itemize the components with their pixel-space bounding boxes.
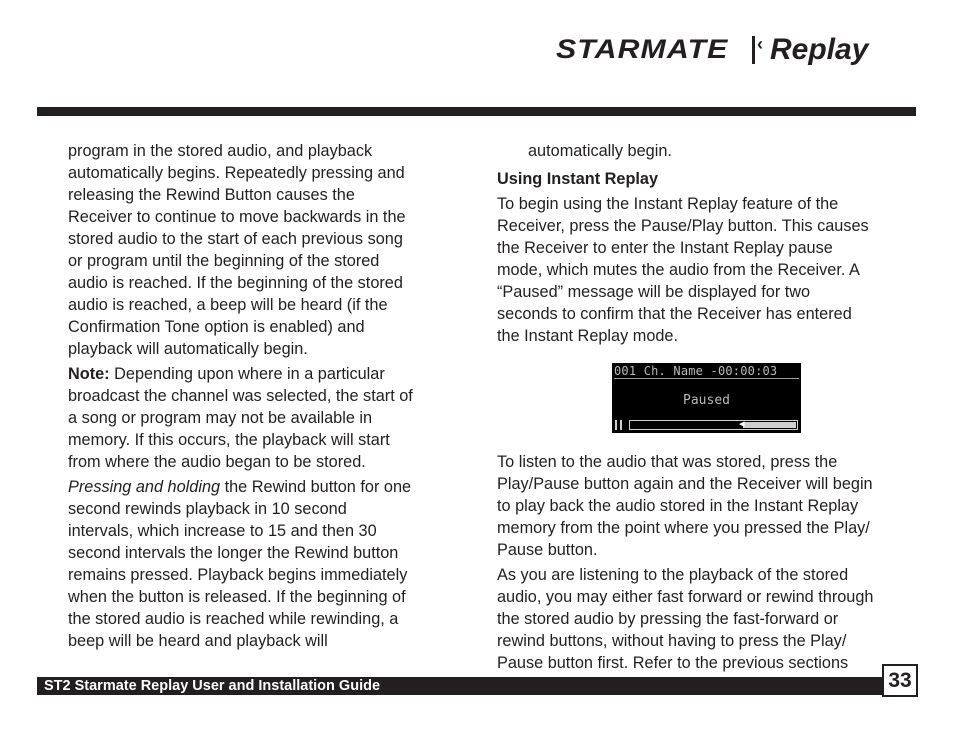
pause-bar-icon xyxy=(615,420,617,430)
text-line: rewind buttons, without having to press the Play/ xyxy=(497,632,847,650)
lcd-buffer-bar xyxy=(615,420,798,430)
left-column xyxy=(68,140,463,655)
text-line: stored audio to the start of each previous song xyxy=(68,230,403,248)
text-line: Pause button first. Refer to the previous sections xyxy=(497,654,849,672)
pause-bar-icon xyxy=(620,420,622,430)
text-fragment: the Rewind button for one xyxy=(220,478,412,496)
text-fragment: Depending upon where in a particular xyxy=(109,365,385,383)
logo-divider xyxy=(752,36,755,64)
continuation-line: automatically begin. xyxy=(528,142,672,160)
text-line: releasing the Rewind Button causes the xyxy=(68,186,355,204)
text-line: audio is reached, a beep will be heard (if the xyxy=(68,296,388,314)
rewind-arrow-icon: ‹ xyxy=(757,34,763,54)
lcd-paused-screen xyxy=(612,363,801,433)
buffer-track xyxy=(629,420,798,430)
text-line: program in the stored audio, and playback xyxy=(68,142,373,160)
section-heading: Using Instant Replay xyxy=(497,170,659,188)
text-line: Receiver, press the Pause/Play button. This causes xyxy=(497,217,869,235)
text-line: from where the audio began to be stored. xyxy=(68,453,366,471)
guide-title: ST2 Starmate Replay User and Installation Guide xyxy=(44,678,381,694)
text-line: To listen to the audio that was stored, press the xyxy=(497,453,838,471)
text-line: broadcast the channel was selected, the start of xyxy=(68,387,413,405)
text-line: beep will be heard and playback will xyxy=(68,632,328,650)
instant-replay-intro-paragraph xyxy=(497,193,917,347)
text-line: automatically begins. Repeatedly pressing and xyxy=(68,164,405,182)
text-line: As you are listening to the playback of the stored xyxy=(497,566,849,584)
lcd-paused-status: Paused xyxy=(683,393,730,408)
text-line xyxy=(68,476,463,498)
note-paragraph xyxy=(68,363,463,473)
fast-forward-paragraph xyxy=(497,564,917,674)
header-rule xyxy=(37,107,916,116)
text-line: seconds to confirm that the Receiver has entered xyxy=(497,305,852,323)
lcd-channel-time-line: 001 Ch. Name -00:00:03 xyxy=(614,364,778,378)
text-line: Play/Pause button again and the Receiver will begin xyxy=(497,475,873,493)
text-line: to play back the audio stored in the Instant Replay xyxy=(497,497,859,515)
text-line: the stored audio is reached while rewinding, a xyxy=(68,610,399,628)
text-line: intervals, which increase to 15 and then 30 xyxy=(68,522,377,540)
text-line: the Receiver to enter the Instant Replay pause xyxy=(497,239,833,257)
text-line: mode, which mutes the audio from the Receiver. A xyxy=(497,261,860,279)
text-line xyxy=(68,363,463,385)
text-line: when the button is released. If the beginning of xyxy=(68,588,406,606)
text-line: Pause button. xyxy=(497,541,598,559)
note-label: Note: xyxy=(68,365,110,383)
text-line: Confirmation Tone option is enabled) and xyxy=(68,318,365,336)
footer-bar xyxy=(37,677,883,695)
text-line: remains pressed. Playback begins immediately xyxy=(68,566,408,584)
listen-paragraph xyxy=(497,451,917,561)
press-hold-paragraph xyxy=(68,476,463,652)
text-line: Receiver to continue to move backwards in the xyxy=(68,208,406,226)
text-line: second intervals the longer the Rewind button xyxy=(68,544,399,562)
text-line: memory. If this occurs, the playback will start xyxy=(68,431,390,449)
text-line: or program until the beginning of the stored xyxy=(68,252,380,270)
text-line: the Instant Replay mode. xyxy=(497,327,679,345)
text-line: To begin using the Instant Replay feature of the xyxy=(497,195,839,213)
text-line: memory from the point where you pressed the Play/ xyxy=(497,519,870,537)
buffer-fill xyxy=(743,422,796,428)
text-line: “Paused” message will be displayed for two xyxy=(497,283,811,301)
text-line: second rewinds playback in 10 second xyxy=(68,500,347,518)
text-line: audio, you may either fast forward or rewind through xyxy=(497,588,874,606)
starmate-replay-logo xyxy=(556,30,920,72)
text-line: audio is reached. If the beginning of the stored xyxy=(68,274,403,292)
text-line: playback will automatically begin. xyxy=(68,340,308,358)
page-number: 33 xyxy=(882,664,918,697)
emphasis-text: Pressing and holding xyxy=(68,478,221,496)
rewind-paragraph xyxy=(68,140,463,360)
lcd-divider xyxy=(614,378,799,379)
text-line: a song or program may not be available in xyxy=(68,409,373,427)
logo-starmate-wordmark: STARMATE xyxy=(556,34,729,64)
text-line: the stored audio by pressing the fast-forward or xyxy=(497,610,839,628)
logo-replay-wordmark: Replay xyxy=(770,33,869,66)
playback-position-icon: ◂ xyxy=(739,418,745,430)
